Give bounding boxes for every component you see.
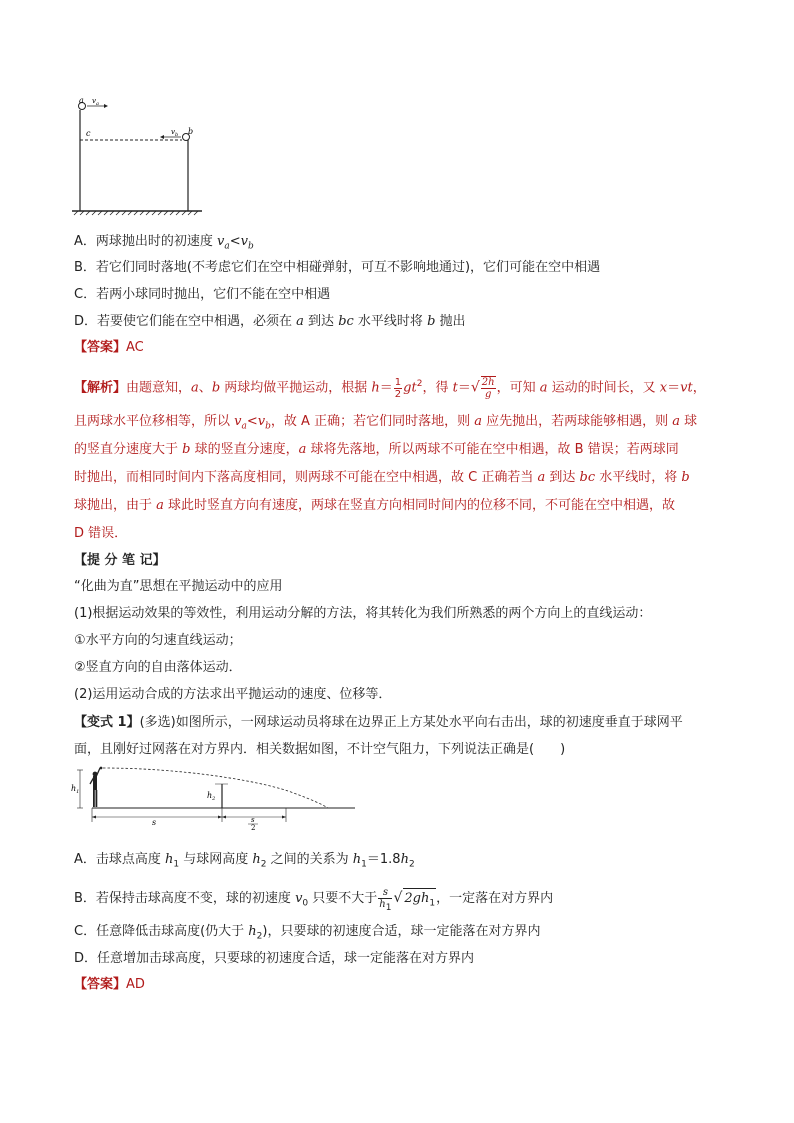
q1-option-d: D．若要使它们能在空中相遇，必须在 a 到达 bc 水平线时将 b 抛出 <box>74 314 466 329</box>
q1-option-a: A．两球抛出时的初速度 $v_a<v_b$ <box>74 234 254 252</box>
label-b: b <box>188 127 194 136</box>
label-s-half-den: 2 <box>251 824 256 830</box>
analysis-line-1: 【解析】由题意知，a、b 两球均做平抛运动，根据 h＝ $\frac{1}{2}$ $gt^2$，得 t＝√ $\frac{2h}{g}$ ，可知 a 运动的时间长，又 x＝vt， <box>74 376 706 400</box>
label-a: a <box>79 96 84 105</box>
player-silhouette <box>90 768 100 807</box>
fraction-2h-over-g: $\frac{2h}{g}$ <box>481 377 495 400</box>
q1-answer: 【答案】AC <box>74 340 144 355</box>
notes-title: 【提 分 笔 记】 <box>74 553 166 568</box>
fraction-one-half: $\frac{1}{2}$ <box>394 376 402 400</box>
analysis-line-5: 球抛出，由于 a 球此时竖直方向有速度，两球在竖直方向相同时间内的位移不同，不可能在空中相遇，故 <box>74 498 676 513</box>
fraction-s-over-h1: $\frac{s}{h_1}$ <box>379 887 392 913</box>
q2-option-d: D．任意增加击球高度，只要球的初速度合适，球一定能落在对方界内 <box>74 951 475 966</box>
analysis-line-3: 的竖直分速度大于 b 球的竖直分速度，a 球将先落地，所以两球不可能在空中相遇，故 B 错误；若两球同 <box>74 442 679 457</box>
figure-two-balls <box>70 96 210 216</box>
analysis-line-6: D 错误． <box>74 526 128 541</box>
label-va: $v_a$ <box>92 97 99 107</box>
q2-option-c: C．任意降低击球高度(仍大于 $h_2$)，只要球的初速度合适，球一定能落在对方界内 <box>74 924 541 942</box>
q2-stem-line-2: 面，且刚好过网落在对方界内．相关数据如图，不计空气阻力，下列说法正确是( ) <box>74 742 566 757</box>
label-s-half-num: s <box>251 816 255 824</box>
label-s: s <box>152 818 157 827</box>
notes-line-2: (1)根据运动效果的等效性，利用运动分解的方法，将其转化为我们所熟悉的两个方向上的直线运动： <box>74 606 652 621</box>
q2-option-b: B．若保持击球高度不变，球的初速度 $v_0$ 只要不大于 $\frac{s}{h_1}$ √ $2gh_1$，一定落在对方界内 <box>74 887 554 913</box>
tennis-ball <box>100 767 103 770</box>
q1-option-c: C．若两小球同时抛出，它们不能在空中相遇 <box>74 287 331 302</box>
notes-line-5: (2)运用运动合成的方法求出平抛运动的速度、位移等． <box>74 687 392 702</box>
analysis-line-4: 时抛出，而相同时间内下落高度相同，则两球不可能在空中相遇，故 C 正确若当 a 到达 bc 水平线时，将 b <box>74 470 690 485</box>
label-c: c <box>86 129 91 138</box>
q2-answer: 【答案】AD <box>74 977 145 992</box>
label-h1: $h_1$ <box>71 784 80 795</box>
label-vb: $v_b$ <box>171 128 179 138</box>
q2-stem-line-1: 【变式 1】(多选)如图所示，一网球运动员将球在边界正上方某处水平向右击出，球的初速度垂直于球网平 <box>74 715 683 730</box>
notes-line-4: ②竖直方向的自由落体运动． <box>74 660 242 675</box>
notes-line-3: ①水平方向的匀速直线运动； <box>74 633 242 648</box>
analysis-line-2: 且两球水平位移相等，所以 $v_a<v_b$，故 A 正确；若它们同时落地，则 a 应先抛出，若两球能够相遇，则 a 球 <box>74 414 698 432</box>
notes-line-1: “化曲为直”思想在平抛运动中的应用 <box>74 579 283 594</box>
q1-option-b: B．若它们同时落地(不考虑它们在空中相碰弹射，可互不影响地通过)，它们可能在空中相遇 <box>74 260 601 275</box>
label-h2: $h_2$ <box>207 791 216 802</box>
q2-option-a: A．击球点高度 $h_1$ 与球网高度 $h_2$ 之间的关系为 $h_1=1.8h_2$ <box>74 852 415 870</box>
figure-tennis <box>70 762 360 830</box>
